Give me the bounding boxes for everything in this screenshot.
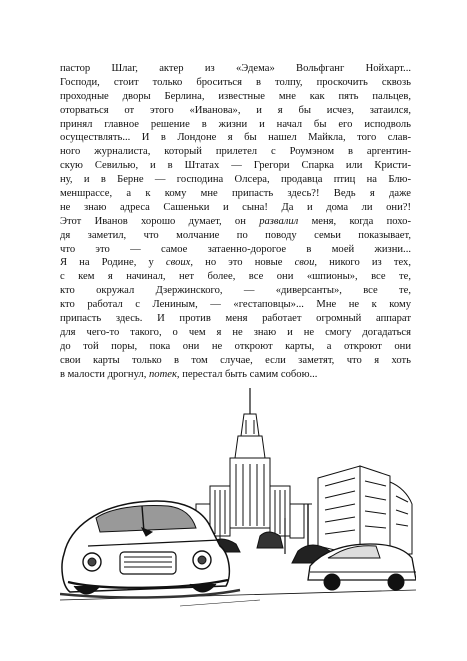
- text-line: до той поры, пока они не откроют карты, а откроют они: [60, 340, 411, 352]
- text-line: пастор Шлаг, актер из «Эдема» Вольфганг Нойхарт...: [60, 63, 411, 74]
- text-line: ного журналиста, который прилетел с Роумэном в аргентин-: [60, 146, 411, 158]
- text-line: проходные дворы Берлина, известные мне как пять пальцев,: [60, 90, 411, 102]
- city-street-drawing: [60, 386, 416, 636]
- text-line: в малости дрогнул, потек, перестал быть самим собою...: [60, 368, 318, 380]
- street-scene-illustration: [60, 386, 416, 636]
- text-line: кто работал с Лениным, — «гестаповцы»... Мне не к кому: [60, 299, 411, 311]
- text-line: с кем я начинал, нет более, все они «шпионы», все те,: [60, 271, 411, 283]
- text-line: оторваться от этого «Иванова», и я бы исчез, затаился,: [60, 104, 411, 116]
- text-line: ну, и в Берне — господина Олсера, продавца птиц на Блю-: [60, 174, 411, 186]
- text-line: припасть здесь. И против меня работает огромный аппарат: [60, 313, 411, 325]
- text-line: скую Севилью, и в Штатах — Грегори Спарка или Кристи-: [60, 160, 411, 172]
- text-line: Господи, стоит только броситься в толпу, проскочить сквозь: [60, 76, 411, 88]
- text-line: для чего-то такого, о чем я не знаю и не смогу догадаться: [60, 326, 411, 338]
- text-line: осуществлять... И в Лондоне я бы нашел Майкла, того слав-: [60, 132, 411, 144]
- text-line: принял главное решение в жизни и начал бы его исподволь: [60, 118, 411, 130]
- text-line: не знаю адреса Сашеньки и сына! Да и дома ли они?!: [60, 201, 411, 213]
- text-line: Этот Иванов хорошо думает, он развалил меня, когда похо-: [60, 215, 411, 227]
- text-line: меншрассе, а к кому мне припасть здесь?! Ведь я даже: [60, 188, 411, 200]
- text-line: кто окружал Дзержинского, — «диверсанты», все те,: [60, 285, 411, 297]
- text-line: свои карты только в том случае, если заметят, что я хоть: [60, 354, 411, 366]
- text-line: что это — самое затаенно-дорогое в моей жизни...: [60, 243, 411, 255]
- text-line: Я на Родине, у своих, но это новые свои, никого из тех,: [60, 257, 411, 269]
- body-text: [60, 62, 411, 381]
- text-line: дя заметил, что молчание по поводу семьи показывает,: [60, 229, 411, 241]
